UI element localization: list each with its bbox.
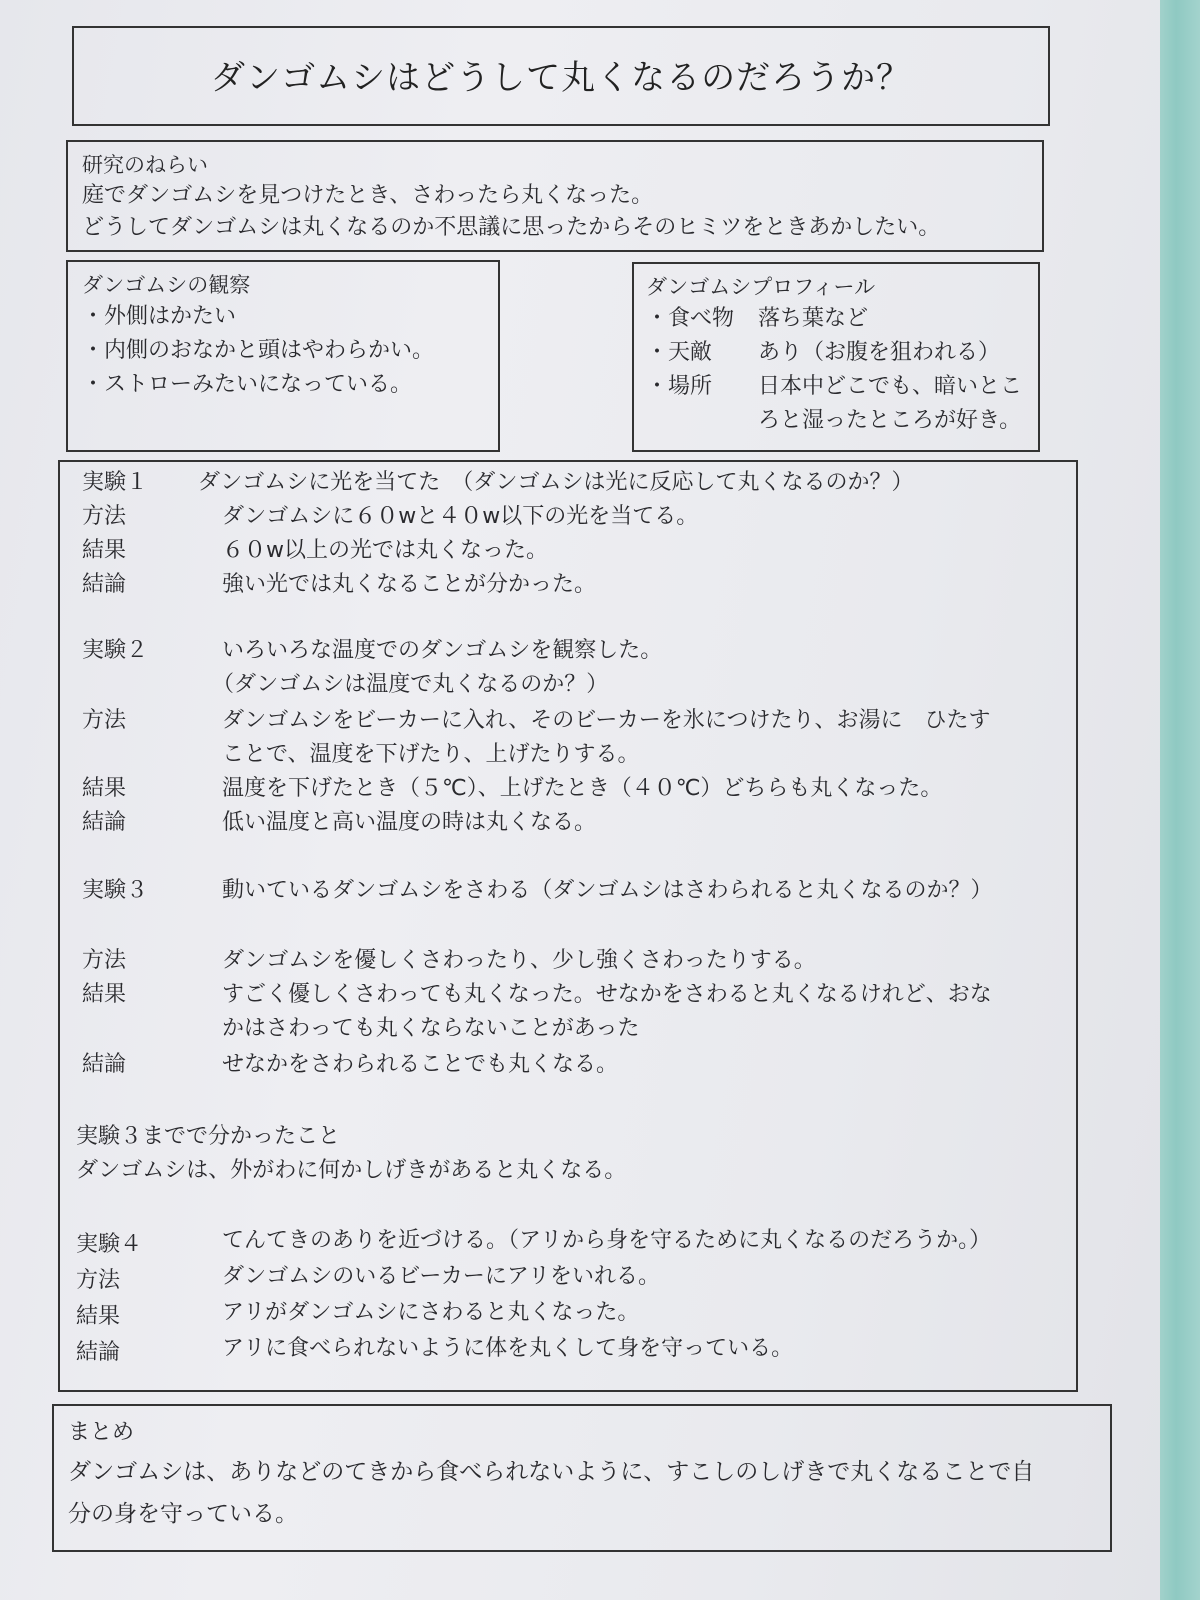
interim-text: ダンゴムシは、外がわに何かしげきがあると丸くなる。 — [76, 1158, 627, 1183]
exp1-conclusion-label: 結論 — [82, 572, 127, 597]
profile-box — [632, 262, 1040, 452]
exp3-result: かはさわっても丸くならないことがあった — [222, 1016, 640, 1041]
profile-row — [646, 302, 1026, 336]
exp1-method-label: 方法 — [82, 504, 127, 529]
exp2-subtitle: （ダンゴムシは温度で丸くなるのか？） — [212, 672, 609, 697]
exp4-method-label: 方法 — [76, 1268, 121, 1293]
aim-box — [66, 140, 1044, 252]
summary-line: ダンゴムシは、ありなどのてきから食べられないように、すこしのしげきで丸くなることで自 — [68, 1459, 1035, 1485]
exp3-conclusion-label: 結論 — [82, 1052, 127, 1077]
exp1-title: ダンゴムシに光を当てた （ダンゴムシは光に反応して丸くなるのか？） — [198, 470, 914, 495]
exp3-method: ダンゴムシを優しくさわったり、少し強くさわったりする。 — [222, 948, 816, 973]
exp3-method-label: 方法 — [82, 948, 127, 973]
profile-value: 落ち葉など — [758, 306, 869, 331]
profile-value: 日本中どこでも、暗いところと湿ったところが好き。 — [758, 374, 1023, 433]
exp4-conclusion: アリに食べられないように体を丸くして身を守っている。 — [222, 1336, 794, 1361]
aim-line: 庭でダンゴムシを見つけたとき、さわったら丸くなった。 — [82, 183, 654, 208]
exp2-conclusion-label: 結論 — [82, 810, 127, 835]
observation-item: ・外側はかたい — [82, 304, 237, 329]
exp4-title: てんてきのありを近づける。（アリから身を守るために丸くなるのだろうか。） — [222, 1228, 992, 1253]
exp4-result-label: 結果 — [76, 1304, 121, 1329]
exp3-result-label: 結果 — [82, 982, 127, 1007]
exp4-result: アリがダンゴムシにさわると丸くなった。 — [222, 1300, 640, 1325]
exp2-conclusion: 低い温度と高い温度の時は丸くなる。 — [222, 810, 597, 835]
profile-key: ・天敵 — [646, 340, 713, 365]
title-box — [72, 26, 1050, 126]
profile-row — [646, 336, 1026, 370]
exp1-conclusion: 強い光では丸くなることが分かった。 — [222, 572, 597, 597]
profile-key: ・場所 — [646, 374, 713, 399]
observation-item: ・ストローみたいになっている。 — [82, 372, 413, 397]
exp1-method: ダンゴムシに６０wと４０w以下の光を当てる。 — [222, 504, 699, 529]
exp2-method: ダンゴムシをビーカーに入れ、そのビーカーを氷につけたり、お湯に ひたす — [222, 708, 991, 733]
exp3-title: 動いているダンゴムシをさわる（ダンゴムシはさわられると丸くなるのか？） — [222, 878, 993, 903]
experiments-box — [58, 460, 1078, 1392]
exp2-result-label: 結果 — [82, 776, 127, 801]
aim-heading: 研究のねらい — [82, 153, 208, 177]
profile-value: あり（お腹を狙われる） — [758, 340, 1001, 365]
observation-item: ・内側のおなかと頭はやわらかい。 — [82, 338, 435, 363]
exp2-result: 温度を下げたとき（５℃）、上げたとき（４０℃）どちらも丸くなった。 — [222, 776, 943, 801]
exp1-label: 実験１ — [82, 470, 149, 495]
exp3-label: 実験３ — [82, 878, 149, 903]
exp2-method: ことで、温度を下げたり、上げたりする。 — [222, 742, 640, 767]
exp4-label: 実験４ — [76, 1232, 143, 1257]
exp2-method-label: 方法 — [82, 708, 127, 733]
exp4-conclusion-label: 結論 — [76, 1340, 121, 1365]
exp2-label: 実験２ — [82, 638, 149, 663]
exp1-result-label: 結果 — [82, 538, 127, 563]
exp4-method: ダンゴムシのいるビーカーにアリをいれる。 — [222, 1264, 661, 1289]
exp2-title: いろいろな温度でのダンゴムシを観察した。 — [222, 638, 663, 663]
summary-heading: まとめ — [68, 1420, 135, 1445]
observation-box — [66, 260, 500, 452]
profile-row — [646, 370, 1026, 438]
aim-line: どうしてダンゴムシは丸くなるのか不思議に思ったからそのヒミツをときあかしたい。 — [82, 215, 941, 240]
exp1-result: ６０w以上の光では丸くなった。 — [222, 538, 548, 563]
exp3-conclusion: せなかをさわられることでも丸くなる。 — [222, 1052, 619, 1077]
profile-heading: ダンゴムシプロフィール — [646, 275, 876, 299]
summary-line: 分の身を守っている。 — [68, 1501, 298, 1527]
summary-box — [52, 1404, 1112, 1552]
interim-heading: 実験３までで分かったこと — [76, 1124, 341, 1149]
profile-key: ・食べ物 — [646, 306, 735, 331]
observation-heading: ダンゴムシの観察 — [82, 273, 251, 297]
page-title: ダンゴムシはどうして丸くなるのだろうか？ — [210, 58, 912, 98]
exp3-result: すごく優しくさわっても丸くなった。せなかをさわると丸くなるけれど、おな — [222, 982, 992, 1007]
